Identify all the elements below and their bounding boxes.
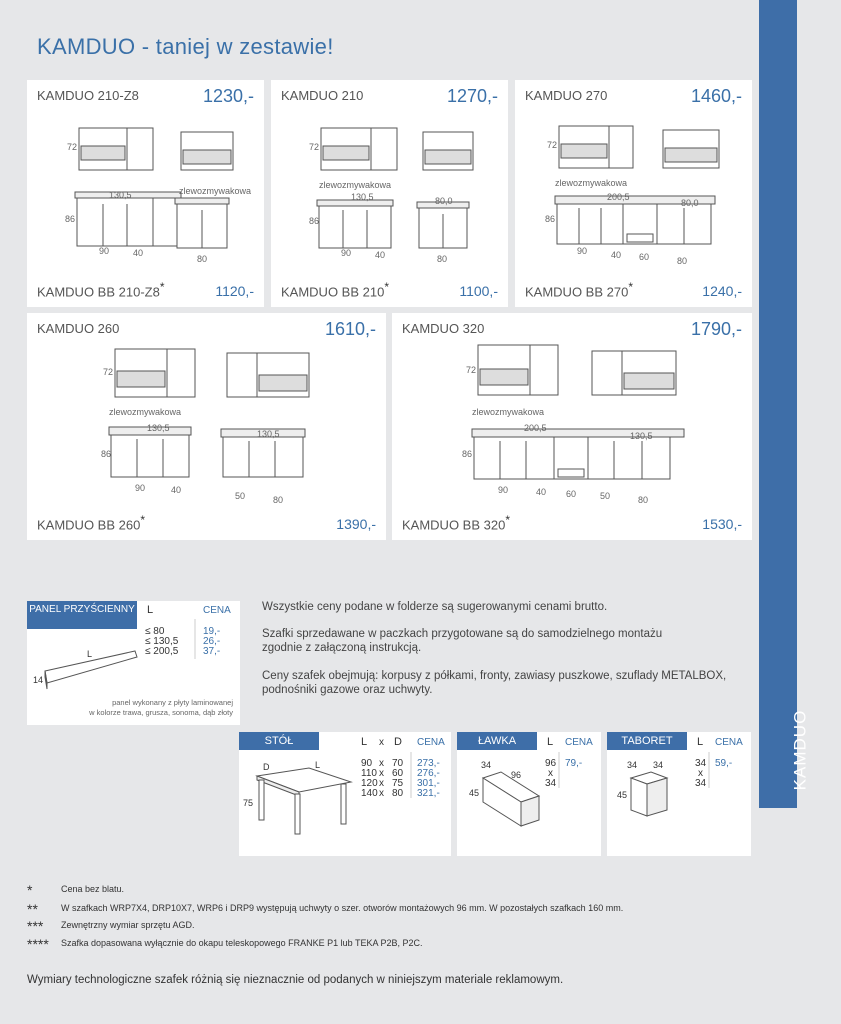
set-card-270[interactable]	[515, 80, 752, 307]
bb-name: KAMDUO BB 210*	[281, 279, 389, 299]
stool-price: 59,-	[715, 758, 733, 769]
set-drawing	[271, 80, 508, 307]
footnote: *** Zewnętrzny wymiar sprzętu AGD.	[27, 918, 195, 934]
col-price: CENA	[417, 737, 445, 748]
set-name: KAMDUO 210-Z8	[37, 88, 139, 103]
panel-row-price: 37,-	[203, 646, 221, 657]
dim-34b: 34	[653, 760, 664, 770]
dim-45: 45	[617, 790, 628, 800]
stol-row-d: 80	[392, 788, 404, 799]
dim-130-5: 130,5	[147, 423, 170, 433]
bench-dim: 34	[545, 778, 557, 789]
bb-price: 1100,-	[459, 283, 498, 299]
bb-price: 1390,-	[336, 516, 376, 532]
panel-note: w kolorze trawa, grusza, sonoma, dąb złoty	[89, 708, 233, 717]
dim-50: 50	[600, 491, 611, 501]
set-drawing	[27, 80, 264, 307]
stool-product-box[interactable]	[607, 732, 751, 856]
col-l: L	[361, 736, 368, 748]
stol-row-d: 75	[392, 778, 404, 789]
set-name: KAMDUO 210	[281, 88, 364, 103]
dim-14: 14	[33, 675, 44, 685]
stol-row-price: 301,-	[417, 778, 440, 789]
dim-80: 80	[273, 495, 284, 505]
set-card-320[interactable]	[392, 313, 752, 540]
stool-dim: 34	[695, 778, 707, 789]
set-card-210[interactable]	[271, 80, 508, 307]
info-text: podnośniki gazowe oraz uchwyty.	[262, 684, 433, 696]
dim-34a: 34	[627, 760, 638, 770]
dim-80-0: 80,0	[435, 196, 453, 206]
dim-86: 86	[462, 449, 473, 459]
stol-row-l: 90	[361, 758, 373, 769]
dim-60: 60	[566, 489, 577, 499]
bench-price: 79,-	[565, 758, 583, 769]
stol-row-x: x	[379, 788, 384, 799]
dim-86: 86	[309, 216, 320, 226]
dim-80: 80	[437, 254, 448, 264]
set-price: 1270,-	[446, 86, 498, 106]
bb-price: 1240,-	[702, 283, 742, 299]
set-drawing	[27, 313, 386, 540]
footnote: ** W szafkach WRP7X4, DRP10X7, WRP6 i DRP9 występują uchwyty o szer. otworów montażowych 96 mm. W pozostałych szafkach 160 mm.	[27, 901, 624, 917]
dim-86: 86	[545, 214, 556, 224]
dim-80: 80	[677, 256, 688, 266]
dim-90: 90	[99, 246, 110, 256]
stol-row-d: 60	[392, 768, 404, 779]
dim-60: 60	[639, 252, 650, 262]
dim-90: 90	[498, 485, 509, 495]
panel-row-l: ≤ 200,5	[145, 646, 179, 657]
bb-name: KAMDUO BB 260*	[37, 512, 145, 532]
dim-80: 80	[638, 495, 649, 505]
stool-dim: 34	[695, 758, 707, 769]
dim-40: 40	[536, 487, 547, 497]
footnote: **** Szafka dopasowana wyłącznie do okapu teleskopowego FRANKE P1 lub TEKA P2B, P2C.	[27, 936, 423, 952]
info-text: Szafki sprzedawane w paczkach przygotowane są do samodzielnego montażu	[262, 628, 663, 640]
dim-72: 72	[466, 365, 477, 375]
bb-price: 1120,-	[215, 283, 254, 299]
stol-row-l: 140	[361, 788, 378, 799]
stol-row-d: 70	[392, 758, 404, 769]
bb-name: KAMDUO BB 210-Z8*	[37, 279, 165, 299]
info-text: zgodnie z załączoną instrukcją.	[262, 642, 422, 654]
stool-dim: x	[698, 768, 703, 779]
panel-row-price: 19,-	[203, 626, 221, 637]
dim-l: L	[315, 760, 321, 770]
set-card-260[interactable]	[27, 313, 386, 540]
stol-row-price: 321,-	[417, 788, 440, 799]
dim-96: 96	[511, 770, 522, 780]
stool-drawing	[607, 732, 751, 856]
set-card-210-z8[interactable]	[27, 80, 264, 307]
panel-row-l: ≤ 130,5	[145, 636, 179, 647]
col-price: CENA	[203, 605, 231, 616]
stol-row-x: x	[379, 778, 384, 789]
side-tab-label: KAMDUO	[790, 709, 810, 791]
stool-tag: TABORET	[607, 732, 687, 750]
table-drawing	[239, 732, 451, 856]
dim-80-0: 80,0	[681, 198, 699, 208]
wall-panel-tag: PANEL PRZYŚCIENNY	[27, 601, 137, 629]
col-price: CENA	[715, 737, 743, 748]
col-l: L	[697, 736, 704, 748]
dim-50: 50	[235, 491, 246, 501]
disclaimer: Wymiary technologiczne szafek różnią się nieznacznie od podanych w niniejszym materiale reklamowym.	[27, 974, 564, 986]
dim-130-5-b: 130,5	[257, 429, 280, 439]
dim-130-5: 130,5	[109, 190, 132, 200]
sink-label: zlewozmywakowa	[179, 186, 252, 196]
dim-90: 90	[577, 246, 588, 256]
dim-40: 40	[611, 250, 622, 260]
bench-product-box[interactable]	[457, 732, 601, 856]
dim-34: 34	[481, 760, 492, 770]
info-text: Wszystkie ceny podane w folderze są sugerowanymi cenami brutto.	[262, 601, 608, 613]
bench-dim: x	[548, 768, 553, 779]
footnote: * Cena bez blatu.	[27, 882, 125, 898]
info-text: Ceny szafek obejmują: korpusy z półkami, fronty, zawiasy puszkowe, szuflady METALBOX,	[262, 670, 727, 682]
dim-72: 72	[103, 367, 114, 377]
dim-80: 80	[197, 254, 208, 264]
set-drawing	[515, 80, 752, 307]
dim-d: D	[263, 762, 270, 772]
sink-label: zlewozmywakowa	[109, 407, 182, 417]
dim-72: 72	[309, 142, 320, 152]
bb-name: KAMDUO BB 270*	[525, 279, 633, 299]
stol-row-price: 273,-	[417, 758, 440, 769]
dim-72: 72	[547, 140, 558, 150]
table-tag: STÓŁ	[239, 732, 319, 750]
dim-90: 90	[135, 483, 146, 493]
set-price: 1790,-	[690, 319, 742, 339]
dim-200-5: 200,5	[607, 192, 630, 202]
dim-200-5: 200,5	[524, 423, 547, 433]
set-price: 1230,-	[202, 86, 254, 106]
col-d: D	[394, 736, 402, 748]
dim-40: 40	[375, 250, 386, 260]
col-price: CENA	[565, 737, 593, 748]
set-price: 1610,-	[324, 319, 376, 339]
sink-label: zlewozmywakowa	[555, 178, 628, 188]
dim-l: L	[87, 649, 93, 659]
dim-40: 40	[171, 485, 182, 495]
stol-row-l: 110	[361, 768, 377, 779]
panel-row-l: ≤ 80	[145, 626, 165, 637]
col-l: L	[147, 604, 154, 616]
bb-name: KAMDUO BB 320*	[402, 512, 510, 532]
dim-86: 86	[101, 449, 112, 459]
panel-row-price: 26,-	[203, 636, 221, 647]
dim-40: 40	[133, 248, 144, 258]
set-name: KAMDUO 270	[525, 88, 608, 103]
dim-75: 75	[243, 798, 254, 808]
dim-45: 45	[469, 788, 480, 798]
set-drawing	[392, 313, 752, 540]
page-title: KAMDUO - taniej w zestawie!	[37, 34, 334, 59]
stol-row-price: 276,-	[417, 768, 440, 779]
bench-dim: 96	[545, 758, 557, 769]
stol-row-x: x	[379, 758, 384, 769]
set-price: 1460,-	[690, 86, 742, 106]
bb-price: 1530,-	[702, 516, 742, 532]
set-name: KAMDUO 260	[37, 321, 120, 336]
stol-row-l: 120	[361, 778, 378, 789]
dim-86: 86	[65, 214, 76, 224]
col-l: L	[547, 736, 554, 748]
bench-tag: ŁAWKA	[457, 732, 537, 750]
dim-130-5: 130,5	[351, 192, 374, 202]
dim-72: 72	[67, 142, 78, 152]
sink-label: zlewozmywakowa	[319, 180, 392, 190]
table-product-box[interactable]	[239, 732, 451, 856]
col-x: x	[379, 737, 384, 748]
panel-note: panel wykonany z płyty laminowanej	[112, 698, 233, 707]
stol-row-x: x	[379, 768, 384, 779]
dim-130-5: 130,5	[630, 431, 653, 441]
sink-label: zlewozmywakowa	[472, 407, 545, 417]
dim-90: 90	[341, 248, 352, 258]
bench-drawing	[457, 732, 601, 856]
set-name: KAMDUO 320	[402, 321, 485, 336]
